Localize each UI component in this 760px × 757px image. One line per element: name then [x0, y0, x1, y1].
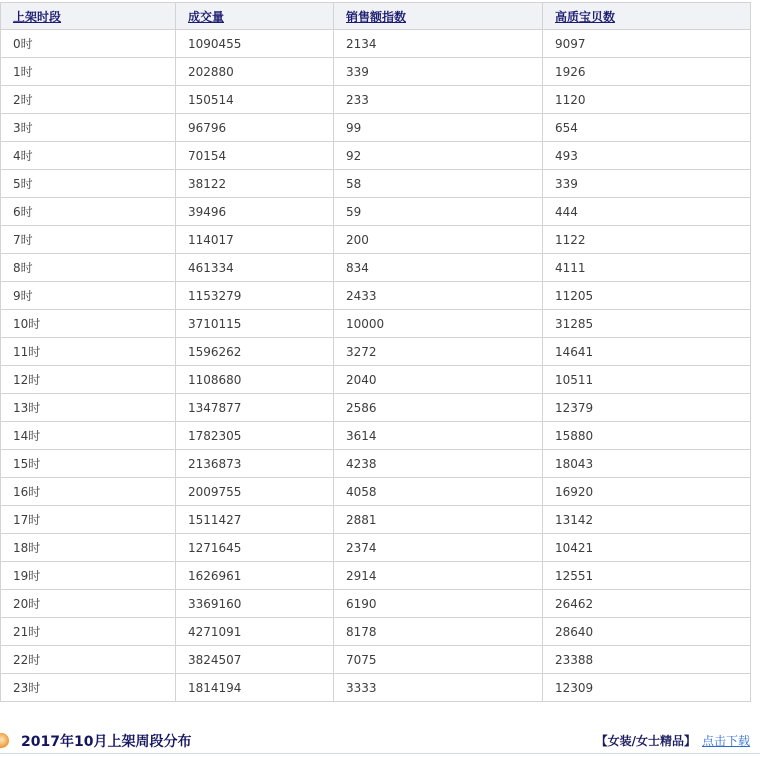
- value-cell: 31285: [543, 310, 751, 338]
- value-cell: 1511427: [176, 506, 334, 534]
- value-cell: 10511: [543, 366, 751, 394]
- section-header: [0, 731, 191, 751]
- value-cell: 38122: [176, 170, 334, 198]
- value-cell: 14641: [543, 338, 751, 366]
- value-cell: 233: [334, 86, 543, 114]
- value-cell: 26462: [543, 590, 751, 618]
- value-cell: 92: [334, 142, 543, 170]
- hour-cell: 9时: [1, 282, 176, 310]
- table-row: [1, 114, 751, 142]
- value-cell: 493: [543, 142, 751, 170]
- hour-cell: 0时: [1, 30, 176, 58]
- hour-cell: 12时: [1, 366, 176, 394]
- value-cell: 4111: [543, 254, 751, 282]
- footer-actions: [596, 732, 760, 749]
- table-row: [1, 86, 751, 114]
- hour-cell: 22时: [1, 646, 176, 674]
- value-cell: 39496: [176, 198, 334, 226]
- column-header-link-1[interactable]: 成交量: [188, 9, 225, 24]
- hourly-stats-table: [0, 2, 751, 702]
- value-cell: 3824507: [176, 646, 334, 674]
- value-cell: 4238: [334, 450, 543, 478]
- value-cell: 2586: [334, 394, 543, 422]
- value-cell: 1626961: [176, 562, 334, 590]
- value-cell: 10000: [334, 310, 543, 338]
- column-header-2: [334, 3, 543, 30]
- hour-cell: 13时: [1, 394, 176, 422]
- value-cell: 70154: [176, 142, 334, 170]
- value-cell: 99: [334, 114, 543, 142]
- column-header-0: [1, 3, 176, 30]
- value-cell: 339: [334, 58, 543, 86]
- value-cell: 12551: [543, 562, 751, 590]
- value-cell: 1122: [543, 226, 751, 254]
- value-cell: 1108680: [176, 366, 334, 394]
- hour-cell: 17时: [1, 506, 176, 534]
- table-row: [1, 618, 751, 646]
- section-title: 2017年10月上架周段分布: [21, 733, 192, 750]
- hour-cell: 15时: [1, 450, 176, 478]
- hour-cell: 7时: [1, 226, 176, 254]
- value-cell: 200: [334, 226, 543, 254]
- value-cell: 2040: [334, 366, 543, 394]
- hour-cell: 8时: [1, 254, 176, 282]
- table-row: [1, 226, 751, 254]
- hour-cell: 21时: [1, 618, 176, 646]
- value-cell: 18043: [543, 450, 751, 478]
- table-row: [1, 170, 751, 198]
- value-cell: 58: [334, 170, 543, 198]
- value-cell: 16920: [543, 478, 751, 506]
- column-header-link-2[interactable]: 销售额指数: [346, 9, 407, 24]
- download-link[interactable]: 点击下载: [701, 734, 750, 748]
- hour-cell: 11时: [1, 338, 176, 366]
- column-header-link-0[interactable]: 上架时段: [13, 9, 62, 24]
- value-cell: 13142: [543, 506, 751, 534]
- value-cell: 15880: [543, 422, 751, 450]
- hour-cell: 6时: [1, 198, 176, 226]
- table-row: [1, 534, 751, 562]
- value-cell: 4058: [334, 478, 543, 506]
- value-cell: 2134: [334, 30, 543, 58]
- value-cell: 11205: [543, 282, 751, 310]
- value-cell: 7075: [334, 646, 543, 674]
- table-row: [1, 30, 751, 58]
- section-footer-bar: [0, 728, 760, 754]
- value-cell: 2433: [334, 282, 543, 310]
- table-row: [1, 310, 751, 338]
- table-row: [1, 282, 751, 310]
- table-row: [1, 254, 751, 282]
- value-cell: 202880: [176, 58, 334, 86]
- category-label: 【女装/女士精品】: [595, 734, 696, 748]
- value-cell: 1153279: [176, 282, 334, 310]
- table-row: [1, 450, 751, 478]
- value-cell: 96796: [176, 114, 334, 142]
- value-cell: 444: [543, 198, 751, 226]
- hour-cell: 16时: [1, 478, 176, 506]
- value-cell: 12379: [543, 394, 751, 422]
- hour-cell: 5时: [1, 170, 176, 198]
- value-cell: 3272: [334, 338, 543, 366]
- value-cell: 2009755: [176, 478, 334, 506]
- value-cell: 2914: [334, 562, 543, 590]
- hour-cell: 10时: [1, 310, 176, 338]
- value-cell: 9097: [543, 30, 751, 58]
- value-cell: 3710115: [176, 310, 334, 338]
- table-row: [1, 506, 751, 534]
- value-cell: 12309: [543, 674, 751, 702]
- hour-cell: 2时: [1, 86, 176, 114]
- value-cell: 3369160: [176, 590, 334, 618]
- value-cell: 3333: [334, 674, 543, 702]
- value-cell: 28640: [543, 618, 751, 646]
- value-cell: 114017: [176, 226, 334, 254]
- value-cell: 1120: [543, 86, 751, 114]
- value-cell: 2136873: [176, 450, 334, 478]
- hour-cell: 1时: [1, 58, 176, 86]
- value-cell: 1782305: [176, 422, 334, 450]
- hour-cell: 18时: [1, 534, 176, 562]
- value-cell: 834: [334, 254, 543, 282]
- table-row: [1, 338, 751, 366]
- value-cell: 461334: [176, 254, 334, 282]
- value-cell: 1271645: [176, 534, 334, 562]
- table-row: [1, 394, 751, 422]
- value-cell: 59: [334, 198, 543, 226]
- value-cell: 10421: [543, 534, 751, 562]
- table-body: [1, 30, 751, 702]
- value-cell: 150514: [176, 86, 334, 114]
- value-cell: 2374: [334, 534, 543, 562]
- table-row: [1, 646, 751, 674]
- value-cell: 1596262: [176, 338, 334, 366]
- table-row: [1, 366, 751, 394]
- orange-donut-bullet-icon: [0, 733, 9, 748]
- table-row: [1, 58, 751, 86]
- column-header-link-3[interactable]: 高质宝贝数: [555, 9, 616, 24]
- hour-cell: 14时: [1, 422, 176, 450]
- hour-cell: 19时: [1, 562, 176, 590]
- value-cell: 339: [543, 170, 751, 198]
- value-cell: 654: [543, 114, 751, 142]
- table-row: [1, 478, 751, 506]
- value-cell: 8178: [334, 618, 543, 646]
- value-cell: 1090455: [176, 30, 334, 58]
- table-row: [1, 142, 751, 170]
- column-header-1: [176, 3, 334, 30]
- value-cell: 1814194: [176, 674, 334, 702]
- hour-cell: 23时: [1, 674, 176, 702]
- value-cell: 23388: [543, 646, 751, 674]
- table-row: [1, 422, 751, 450]
- table-row: [1, 674, 751, 702]
- table-header-row: [1, 3, 751, 30]
- value-cell: 4271091: [176, 618, 334, 646]
- value-cell: 1347877: [176, 394, 334, 422]
- value-cell: 1926: [543, 58, 751, 86]
- value-cell: 3614: [334, 422, 543, 450]
- table-row: [1, 562, 751, 590]
- table-row: [1, 198, 751, 226]
- hour-cell: 3时: [1, 114, 176, 142]
- hour-cell: 20时: [1, 590, 176, 618]
- hour-cell: 4时: [1, 142, 176, 170]
- table-row: [1, 590, 751, 618]
- value-cell: 2881: [334, 506, 543, 534]
- value-cell: 6190: [334, 590, 543, 618]
- column-header-3: [543, 3, 751, 30]
